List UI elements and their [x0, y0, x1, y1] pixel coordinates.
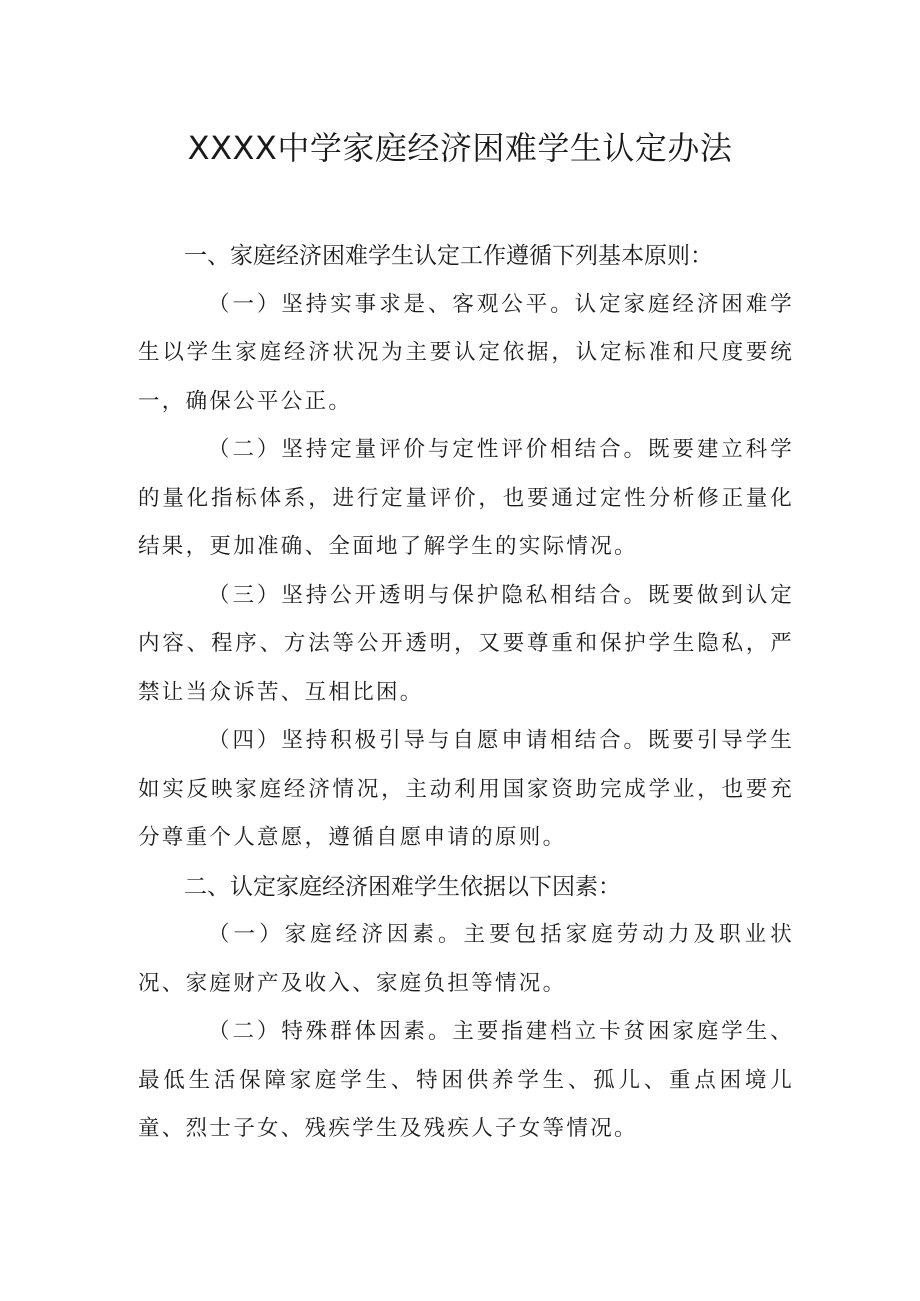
paragraph: （二）特殊群体因素。主要指建档立卡贫困家庭学生、最低生活保障家庭学生、特困供养学生、孤儿、重点困境儿童、烈士子女、残疾学生及残疾人子女等情况。 [138, 1019, 794, 1141]
document-body [138, 232, 794, 1154]
paragraph: （二）坚持定量评价与定性评价相结合。既要建立科学的量化指标体系，进行定量评价，也要通过定性分析修正量化结果，更加准确、全面地了解学生的实际情况。 [138, 437, 794, 559]
paragraph: （一）坚持实事求是、客观公平。认定家庭经济困难学生以学生家庭经济状况为主要认定依据，认定标准和尺度要统一，确保公平公正。 [138, 291, 794, 414]
paragraph: （三）坚持公开透明与保护隐私相结合。既要做到认定内容、程序、方法等公开透明，又要尊重和保护学生隐私，严禁让当众诉苦、互相比困。 [138, 582, 794, 705]
paragraph: （四）坚持积极引导与自愿申请相结合。既要引导学生如实反映家庭经济情况，主动利用国家资助完成学业，也要充分尊重个人意愿，遵循自愿申请的原则。 [138, 728, 794, 850]
document-title: XXXX中学家庭经济困难学生认定办法 [187, 129, 733, 167]
section-heading: 一、家庭经济困难学生认定工作遵循下列基本原则： [184, 243, 713, 269]
section-heading: 二、认定家庭经济困难学生依据以下因素： [184, 873, 621, 900]
paragraph: （一）家庭经济因素。主要包括家庭劳动力及职业状况、家庭财产及收入、家庭负担等情况。 [138, 922, 794, 996]
